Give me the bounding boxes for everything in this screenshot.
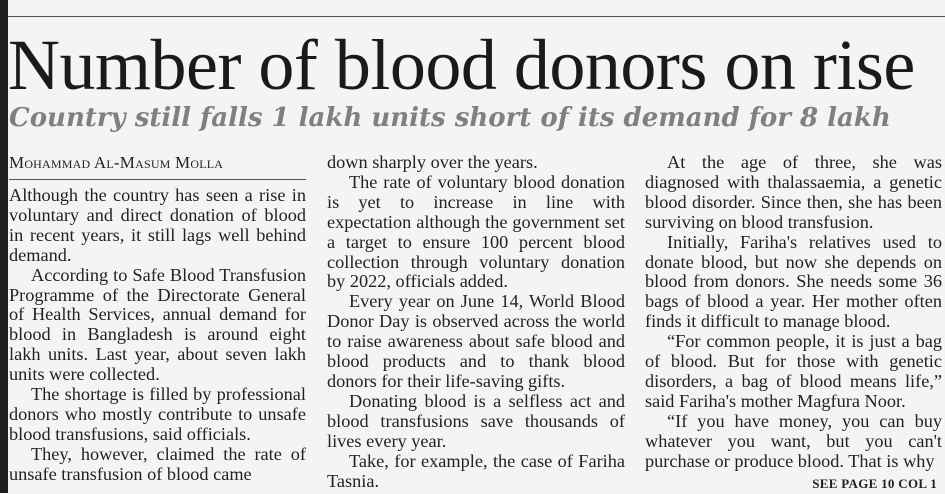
- paragraph: At the age of three, she was diagnosed with thalassaemia, a genetic blood disorder. Since then, she has been surviving on blood transfusion.: [645, 153, 942, 232]
- continuation-jump-line: SEE PAGE 10 COL 1: [812, 476, 937, 491]
- paragraph: Every year on June 14, World Blood Donor Day is observed across the world to raise awareness about safe blood and blood products and to thank blood donors for their life-saving gifts.: [327, 291, 625, 391]
- paragraph: Take, for example, the case of Fariha Tasnia.: [327, 450, 625, 491]
- headline: Number of blood donors on rise: [8, 25, 915, 105]
- paragraph: “For common people, it is just a bag of blood. But for those with genetic disorders, a bag of blood means life,” said Fariha's mother Magfura Noor.: [645, 331, 942, 411]
- top-rule: [8, 16, 945, 17]
- paragraph: Donating blood is a selfless act and blood transfusions save thousands of lives every year.: [327, 390, 625, 451]
- paragraph: “If you have money, you can buy whatever you want, but you can't purchase or produce blood. That is why: [645, 410, 942, 471]
- subheadline: Country still falls 1 lakh units short of its demand for 8 lakh: [9, 103, 891, 133]
- left-margin-bar: [0, 0, 8, 493]
- paragraph: Initially, Fariha's relatives used to donate blood, but now she depends on blood from donors. She needs some 36 bags of blood a year. Her mother often finds it difficult to manage blood.: [645, 231, 942, 332]
- paragraph: down sharply over the years.: [327, 153, 538, 172]
- article-column-1: [9, 152, 306, 493]
- paragraph: According to Safe Blood Transfusion Programme of the Directorate General of Health Services, annual demand for blood in Bangladesh is around eight lakh units. Last year, about seven lakh units were collected.: [9, 264, 306, 385]
- paragraph: They, however, claimed the rate of unsafe transfusion of blood came: [9, 443, 306, 484]
- article-column-3: [645, 153, 942, 474]
- article-column-2: [327, 153, 625, 494]
- paragraph: Although the country has seen a rise in voluntary and direct donation of blood in recent years, it still lags well behind demand.: [9, 185, 306, 265]
- paragraph: The shortage is filled by professional donors who mostly contribute to unsafe blood transfusions, said officials.: [9, 384, 306, 444]
- paragraph: The rate of voluntary blood donation is yet to increase in line with expectation although the government set a target to ensure 100 percent blood collection through voluntary donation by 2022, officials added.: [327, 171, 625, 292]
- byline: Mohammad Al-Masum Molla: [9, 152, 306, 180]
